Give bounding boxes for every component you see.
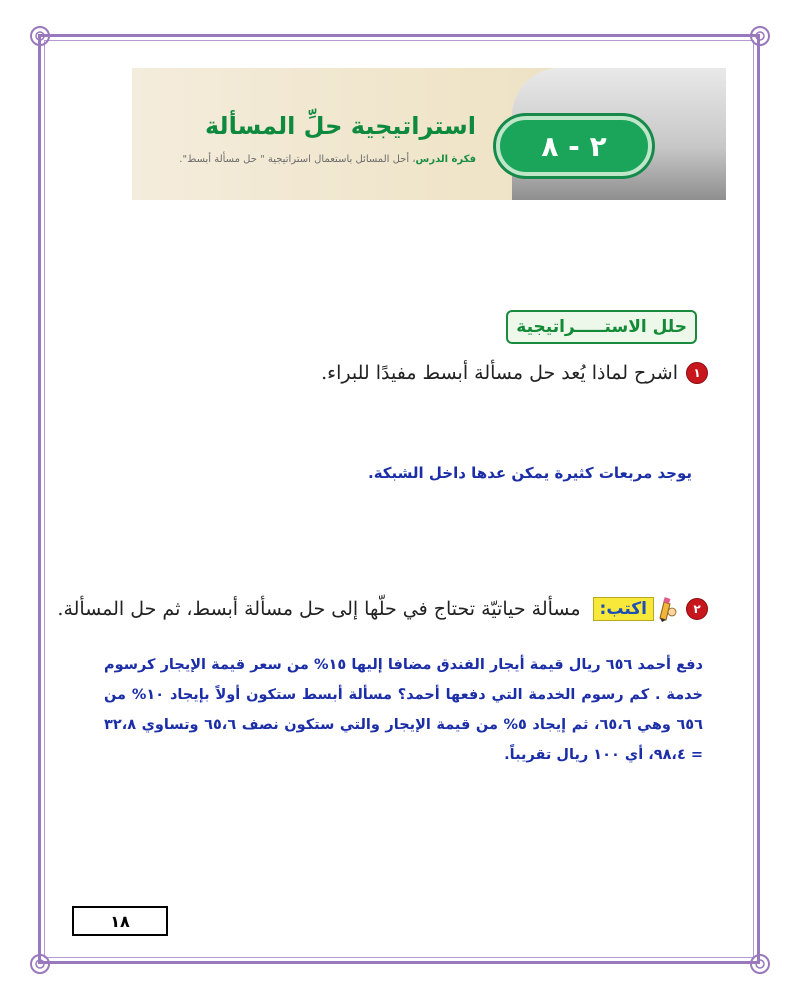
write-label: اكتب: [593,597,654,621]
corner-ornament-icon [748,952,772,976]
lesson-banner [132,68,726,200]
question-number-badge: ١ [686,362,708,384]
strategy-heading: حلل الاستـــــراتيجية [506,310,697,344]
question-2 [57,596,708,622]
question-1-answer: يوجد مربعات كثيرة يمكن عدها داخل الشبكة. [368,464,692,482]
page-number: ١٨ [110,911,130,931]
pencil-icon [656,596,678,622]
question-number-badge: ٢ [686,598,708,620]
question-2-answer: دفع أحمد ٦٥٦ ريال قيمة أيجار الفندق مضافا إليها ١٥% من سعر قيمة الإيجار كرسوم خدمة . كم رسوم الخدمة التي دفعها أحمد؟ مسألة أبسط ستكون أولاً بإيجاد ١٠% من ٦٥٦ وهي ٦٥،٦، ثم إيجاد ٥% من قيمة الإيجار والتي ستكون نصف ٦٥،٦ وتساوي ٣٢،٨ = ٩٨،٤، أي ١٠٠ ريال تقريباً. [104,657,704,763]
lesson-idea-label: فكرة الدرس [415,154,476,165]
lesson-title: استراتيجية حلِّ المسألة [205,112,476,140]
lesson-number: ٢ - ٨ [541,129,607,163]
corner-ornament-icon [28,952,52,976]
question-1 [321,362,708,384]
lesson-subtitle [179,154,476,165]
corner-ornament-icon [28,24,52,48]
lesson-idea-text: ، أحل المسائل باستعمال استراتيجية " حل مسألة أبسط". [179,154,416,165]
question-1-text: اشرح لماذا يُعد حل مسألة أبسط مفيدًا للبراء. [321,362,678,384]
page-number-box [72,906,168,936]
write-badge [593,596,678,622]
corner-ornament-icon [748,24,772,48]
lesson-number-badge [496,116,652,176]
question-2-text: مسألة حياتيّة تحتاج في حلّها إلى حل مسألة أبسط، ثم حل المسألة. [57,598,581,620]
